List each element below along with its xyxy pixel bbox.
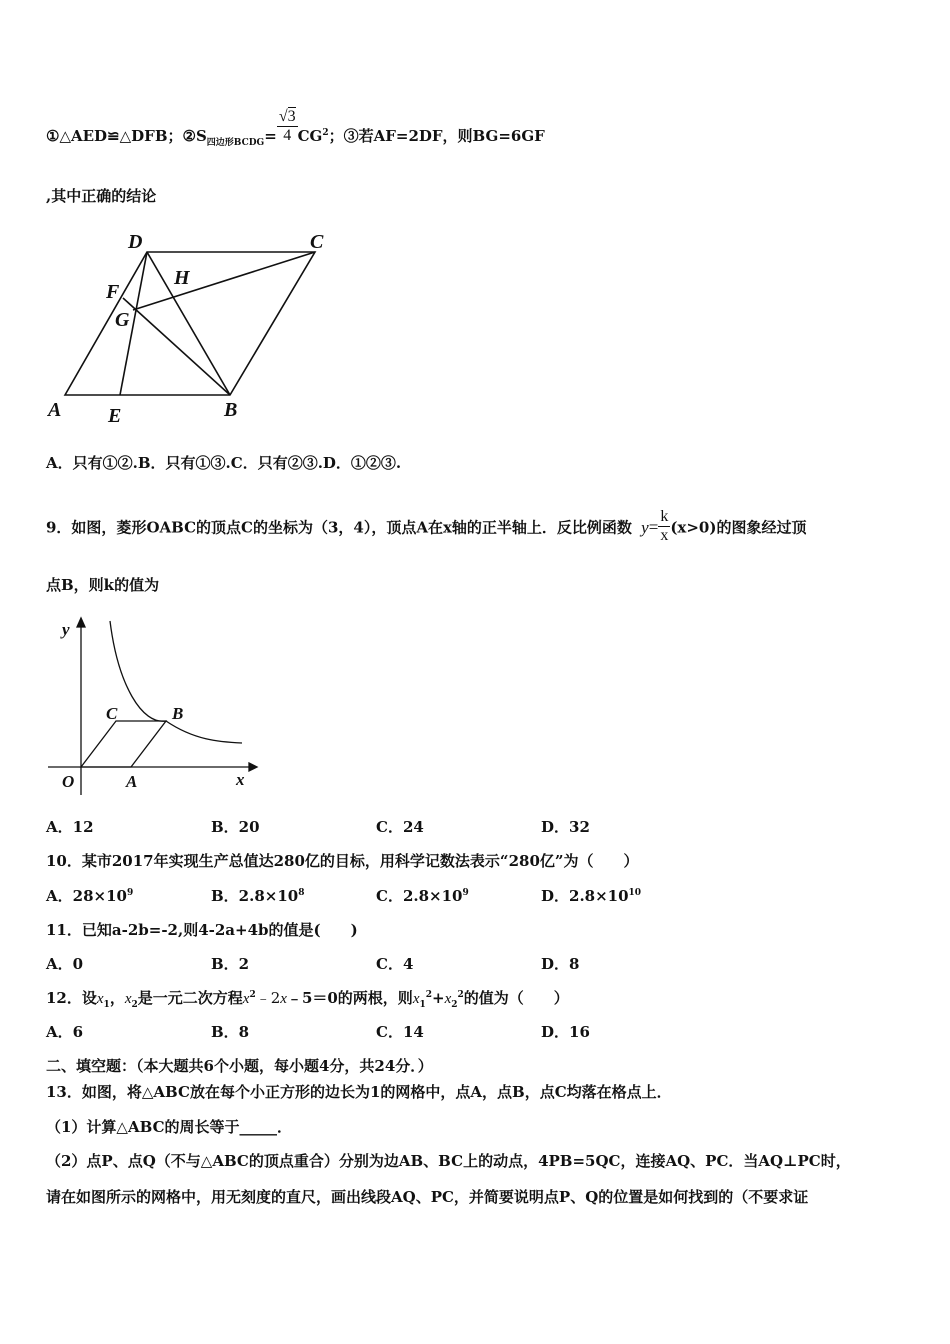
q10-option-c xyxy=(376,886,469,906)
q12-eq-x: x xyxy=(242,991,250,1007)
q9-figure xyxy=(44,615,264,800)
q8-statements xyxy=(46,107,545,148)
q9-label-b: B xyxy=(172,704,184,723)
section2-heading: 二、填空题：（本大题共6个小题，每小题4分，共24分．） xyxy=(46,1057,433,1075)
q12-eq-rest: ﹣5＝0的两根，则 xyxy=(286,989,413,1007)
q8-segment-fb xyxy=(123,298,230,395)
q8-cg: CG xyxy=(297,127,323,145)
q12-eq-x2: x xyxy=(280,991,287,1007)
q11-option-a: A．0 xyxy=(46,955,84,973)
q8-question: ,其中正确的结论 xyxy=(46,187,157,205)
q8-label-g: G xyxy=(115,309,130,331)
q8-label-e: E xyxy=(108,405,122,427)
q8-segment-gc xyxy=(133,252,315,310)
q12-sum-x2-sub: 2 xyxy=(451,1000,458,1010)
q9-label-o: O xyxy=(62,772,75,791)
q8-radicand: 3 xyxy=(287,107,296,125)
q12-x1-sub: 1 xyxy=(103,1000,110,1010)
q9-func-numerator: k xyxy=(660,508,669,525)
q11-option-c: C．4 xyxy=(376,955,414,973)
q10-question: 10．某市2017年实现生产总值达280亿的目标，用科学记数法表示“280亿”为（ ） xyxy=(46,852,639,870)
q10-option-d xyxy=(541,886,641,906)
q9-option-b: B．20 xyxy=(211,818,260,836)
q8-area-subscript: 四边形BCDG xyxy=(206,138,265,148)
q12-x1: x xyxy=(96,991,104,1007)
q12-mid: 是一元二次方程 xyxy=(137,989,243,1007)
q13-line2: （1）计算△ABC的周长等于_____． xyxy=(46,1118,293,1136)
q10-option-b-base: B．2.8×10 xyxy=(211,887,299,905)
q12-sum-x1-sub: 1 xyxy=(419,1000,426,1010)
q8-fraction xyxy=(277,108,298,145)
q10-option-c-base: C．2.8×10 xyxy=(376,887,463,905)
q8-statements-part2: ；③若AF=2DF，则BG=6GF xyxy=(328,127,545,145)
q12-pre: 12．设 xyxy=(46,989,97,1007)
q9-line1-post: (x>0)的图象经过顶 xyxy=(670,518,807,537)
q9-label-a: A xyxy=(126,772,138,791)
q9-label-x: x xyxy=(236,770,245,789)
q9-label-c: C xyxy=(106,704,118,723)
q12-option-b: B．8 xyxy=(211,1023,250,1041)
q10-option-a-exp: 9 xyxy=(126,888,134,898)
q9-y-arrow xyxy=(77,618,85,627)
q8-statements-part1: ①△AED≌△DFB；②S xyxy=(46,127,207,145)
q12-post: 的值为（ ） xyxy=(463,989,569,1007)
q9-option-a: A．12 xyxy=(46,818,94,836)
q12-option-c: C．14 xyxy=(376,1023,424,1041)
q8-equals: = xyxy=(264,127,277,145)
q12-sum-x2-exp: 2 xyxy=(457,990,464,1000)
q11-question: 11．已知a-2b=-2,则4-2a+4b的值是( ) xyxy=(46,921,358,939)
q10-option-d-exp: 10 xyxy=(628,888,642,898)
q9-hyperbola xyxy=(110,621,242,743)
q8-label-f: F xyxy=(106,281,120,303)
q12-x2-sub: 2 xyxy=(131,1000,138,1010)
q11-option-d: D．8 xyxy=(541,955,580,973)
q12-comma: ， xyxy=(109,989,125,1007)
q9-line1 xyxy=(46,508,807,545)
q12-eq-x-exp: 2 xyxy=(249,990,256,1000)
q13-line3: （2）点P、点Q（不与△ABC的顶点重合）分别为边AB、BC上的动点，4PB=5QC，连接AQ、PC．当AQ⊥PC时， xyxy=(46,1152,851,1170)
q9-line1-text: 9．如图，菱形OABC的顶点C的坐标为（3，4），顶点A在x轴的正半轴上．反比例函数 xyxy=(46,518,632,537)
q11-option-b: B．2 xyxy=(211,955,250,973)
q13-line1: 13．如图，将△ABC放在每个小正方形的边长为1的网格中，点A，点B，点C均落在格点上． xyxy=(46,1083,672,1101)
q12-option-d: D．16 xyxy=(541,1023,590,1041)
q9-func-denominator: x xyxy=(660,527,669,544)
q9-line2: 点B，则k的值为 xyxy=(46,576,160,594)
q8-figure xyxy=(40,228,340,428)
q9-option-c: C．24 xyxy=(376,818,424,836)
q12-sum-x1: x xyxy=(412,991,420,1007)
q12-option-a: A．6 xyxy=(46,1023,84,1041)
q10-option-d-base: D．2.8×10 xyxy=(541,887,629,905)
q8-label-h: H xyxy=(174,267,190,289)
q8-label-d: D xyxy=(128,231,143,253)
q9-rhombus xyxy=(81,721,166,767)
q10-option-a-base: A．28×10 xyxy=(46,887,127,905)
q8-fraction-numerator: √3 xyxy=(278,107,296,125)
q8-label-a: A xyxy=(48,399,62,421)
q8-parallelogram xyxy=(65,252,315,395)
q8-label-c: C xyxy=(310,231,324,253)
q12-eq-minus2: ﹣2 xyxy=(255,989,281,1007)
q9-func-fraction xyxy=(658,508,670,545)
q8-fraction-denominator: 4 xyxy=(283,126,292,144)
q10-option-b-exp: 8 xyxy=(298,888,305,898)
q12-question xyxy=(46,988,569,1009)
q9-option-d: D．32 xyxy=(541,818,590,836)
q8-answer-options: A．只有①②.B．只有①③.C．只有②③.D．①②③. xyxy=(46,454,402,472)
q10-option-a xyxy=(46,886,133,906)
q10-option-c-exp: 9 xyxy=(462,888,469,898)
q9-label-y: y xyxy=(62,620,70,639)
q9-x-arrow xyxy=(249,763,257,771)
q10-option-b xyxy=(211,886,304,906)
q13-line4: 请在如图所示的网格中，用无刻度的直尺，画出线段AQ、PC，并简要说明点P、Q的位置是如何找到的（不要求证 xyxy=(46,1188,809,1206)
q12-plus: + xyxy=(432,989,445,1007)
q9-func-eq: = xyxy=(648,517,659,537)
q8-cg-exponent: 2 xyxy=(322,128,329,138)
q9-func-y: y xyxy=(641,517,649,537)
q12-sum-x2: x xyxy=(444,991,452,1007)
q12-x2: x xyxy=(124,991,132,1007)
q8-label-b: B xyxy=(224,399,238,421)
q12-sum-x1-exp: 2 xyxy=(425,990,433,1000)
